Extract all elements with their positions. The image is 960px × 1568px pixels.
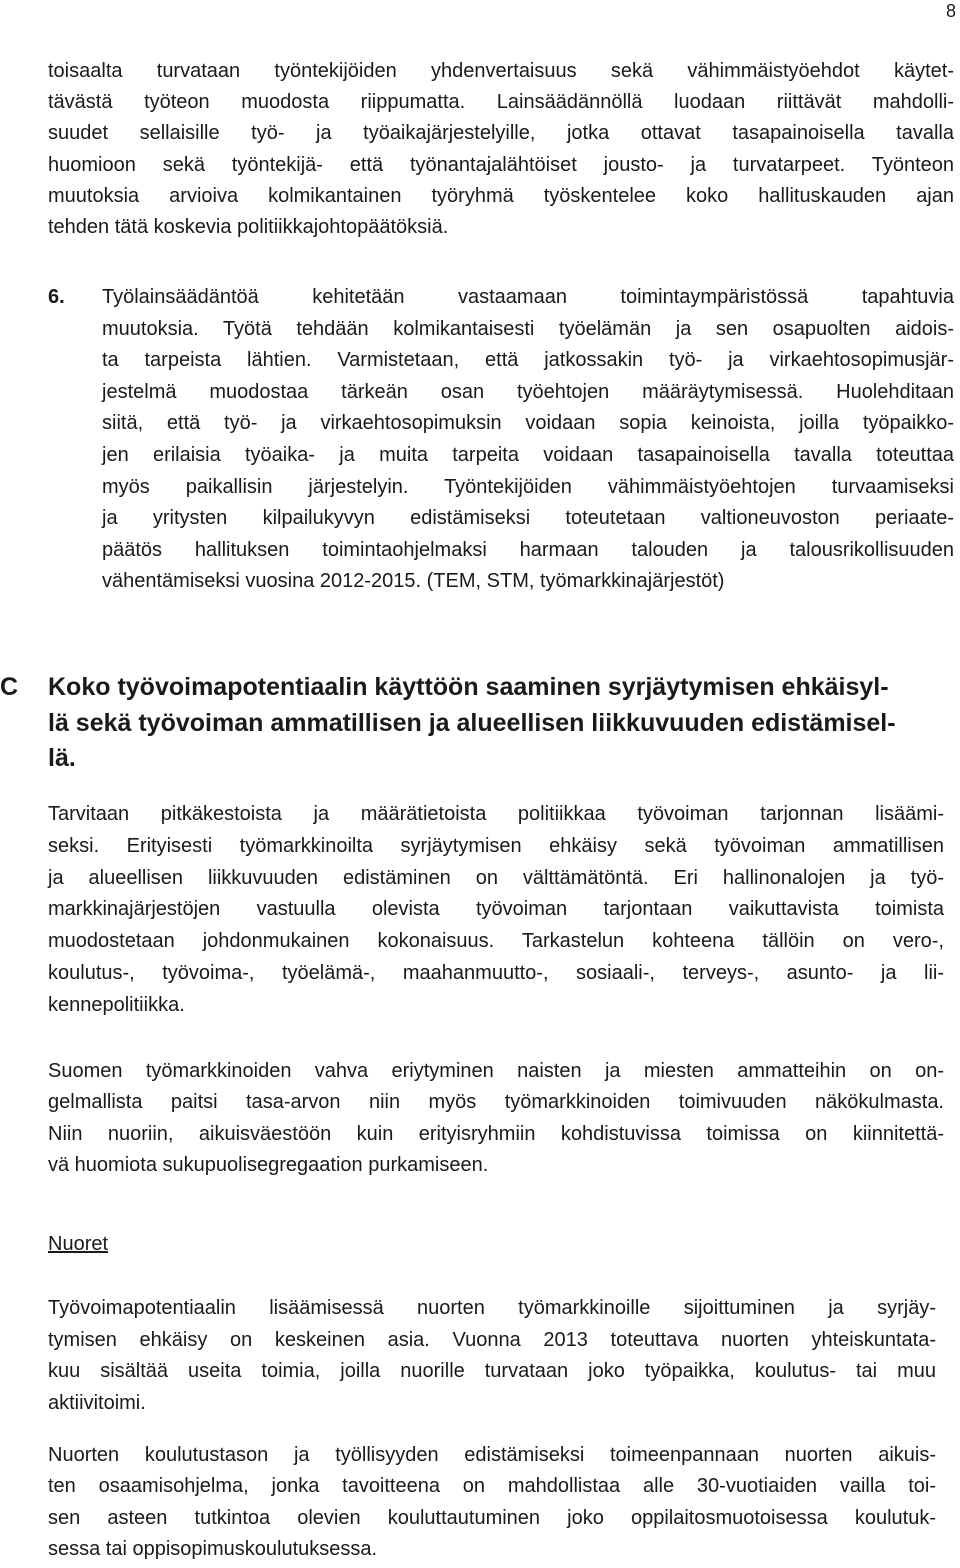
heading-line: Koko työvoimapotentiaalin käyttöön saaminen syrjäytymisen ehkäisyl- — [48, 673, 889, 701]
text-line: seksi. Erityisesti työmarkkinoilta syrjäytymisen ehkäisy sekä työvoiman ammatillisen — [48, 834, 944, 857]
text-line: tävästä työteon muodosta riippumatta. Lainsäädännöllä luodaan riittävät mahdolli- — [48, 91, 954, 114]
text-line: sessa tai oppisopimuskoulutuksessa. — [48, 1537, 378, 1560]
section-c-heading — [0, 670, 950, 777]
text-line: muodostetaan johdonmukainen kokonaisuus. Tarkastelun kohteena tällöin on vero-, — [48, 930, 944, 953]
text-line: Suomen työmarkkinoiden vahva eriytyminen naisten ja miesten ammatteihin on on- — [48, 1060, 944, 1082]
text-line: ja alueellisen liikkuvuuden edistäminen on välttämätöntä. Eri hallinonalojen ja työ- — [48, 866, 944, 889]
text-line: ta tarpeista lähtien. Varmistetaan, että jatkossakin työ- ja virkaehtosopimusjär- — [102, 349, 954, 372]
text-line: tehden tätä koskevia politiikkajohtopäätöksiä. — [48, 216, 449, 239]
text-line: muutoksia. Työtä tehdään kolmikantaisesti työelämän ja sen osapuolten aidois- — [102, 317, 954, 340]
item-number: 6. — [48, 286, 65, 308]
text-line: kuu sisältää useita toimia, joilla nuorille turvataan joko työpaikka, koulutus- tai muu — [48, 1360, 936, 1382]
subheading-nuoret: Nuoret — [48, 1233, 109, 1255]
text-line: huomioon sekä työntekijä- että työnantajalähtöiset jousto- ja turvatarpeet. Työnteon — [48, 153, 954, 176]
item-text — [102, 282, 954, 598]
text-line: Niin nuoriin, aikuisväestöön kuin erityisryhmiin kohdistuvissa toimissa on kiinnitettä- — [48, 1122, 944, 1145]
paragraph-segregation — [48, 1056, 944, 1181]
text-line: Nuorten koulutustason ja työllisyyden edistämiseksi toimeenpannaan nuorten aikuis- — [48, 1444, 936, 1466]
text-line: Työlainsäädäntöä kehitetään vastaamaan toimintaympäristössä tapahtuvia — [102, 286, 954, 308]
heading-line: lä sekä työvoiman ammatillisen ja alueellisen liikkuvuuden edistämisel- — [48, 708, 896, 737]
text-line: gelmallista paitsi tasa-arvon niin myös työmarkkinoiden toimivuuden näkökulmasta. — [48, 1091, 944, 1114]
text-line: myös paikallisin järjestelyin. Työntekijöiden vähimmäistyöehtojen turvaamiseksi — [102, 475, 954, 498]
text-line: ten osaamisohjelma, jonka tavoitteena on mahdollistaa alle 30-vuotiaiden vailla toi- — [48, 1475, 936, 1498]
text-line: sen asteen tutkintoa olevien kouluttautuminen joko oppilaitosmuotoisessa koulutuk- — [48, 1506, 936, 1529]
text-line: toisaalta turvataan työntekijöiden yhdenvertaisuus sekä vähimmäistyöehdot käytet- — [48, 60, 954, 82]
heading-line: lä. — [48, 744, 76, 772]
section-letter: C — [0, 673, 19, 701]
text-line: Työvoimapotentiaalin lisäämisessä nuorten työmarkkinoille sijoittuminen ja syrjäy- — [48, 1297, 936, 1319]
text-line: aktiivitoimi. — [48, 1391, 146, 1414]
text-line: vä huomiota sukupuolisegregaation purkamiseen. — [48, 1153, 489, 1176]
text-line: jen erilaisia työaika- ja muita tarpeita voidaan tasapainoisella tavalla toteuttaa — [102, 443, 954, 466]
text-line: tymisen ehkäisy on keskeinen asia. Vuonna 2013 toteuttava nuorten yhteiskuntata- — [48, 1328, 936, 1351]
text-line: muutoksia arvioiva kolmikantainen työryhmä työskentelee koko hallituskauden ajan — [48, 184, 954, 207]
section-title — [48, 670, 950, 777]
text-line: siitä, että työ- ja virkaehtosopimuksin voidaan sopia keinoista, joilla työpaikko- — [102, 412, 954, 435]
intro-paragraph — [48, 56, 954, 243]
numbered-item-6 — [48, 282, 954, 598]
page-number: 8 — [945, 1, 956, 21]
text-line: päätös hallituksen toimintaohjelmaksi harmaan talouden ja talousrikollisuuden — [102, 538, 954, 561]
text-line: kennepolitiikka. — [48, 993, 185, 1016]
paragraph-youth-guarantee — [48, 1293, 936, 1419]
text-line: ja yritysten kilpailukyvyn edistämiseksi toteutetaan valtioneuvoston periaate- — [102, 507, 954, 530]
text-line: suudet sellaisille työ- ja työaikajärjestelyille, jotka ottavat tasapainoisella tavalla — [48, 122, 954, 145]
text-line: vähentämiseksi vuosina 2012-2015. (TEM, STM, työmarkkinajärjestöt) — [102, 570, 725, 593]
text-line: koulutus-, työvoima-, työelämä-, maahanmuutto-, sosiaali-, terveys-, asunto- ja lii- — [48, 961, 944, 984]
text-line: markkinajärjestöjen vastuulla olevista työvoiman tarjontaan vaikuttavista toimista — [48, 898, 944, 921]
text-line: jestelmä muodostaa tärkeän osan työehtojen määräytymisessä. Huolehditaan — [102, 380, 954, 403]
text-line: Tarvitaan pitkäkestoista ja määrätietoista politiikkaa työvoiman tarjonnan lisäämi- — [48, 803, 944, 825]
paragraph-skills-programme — [48, 1440, 936, 1565]
paragraph-labour-supply — [48, 799, 944, 1022]
